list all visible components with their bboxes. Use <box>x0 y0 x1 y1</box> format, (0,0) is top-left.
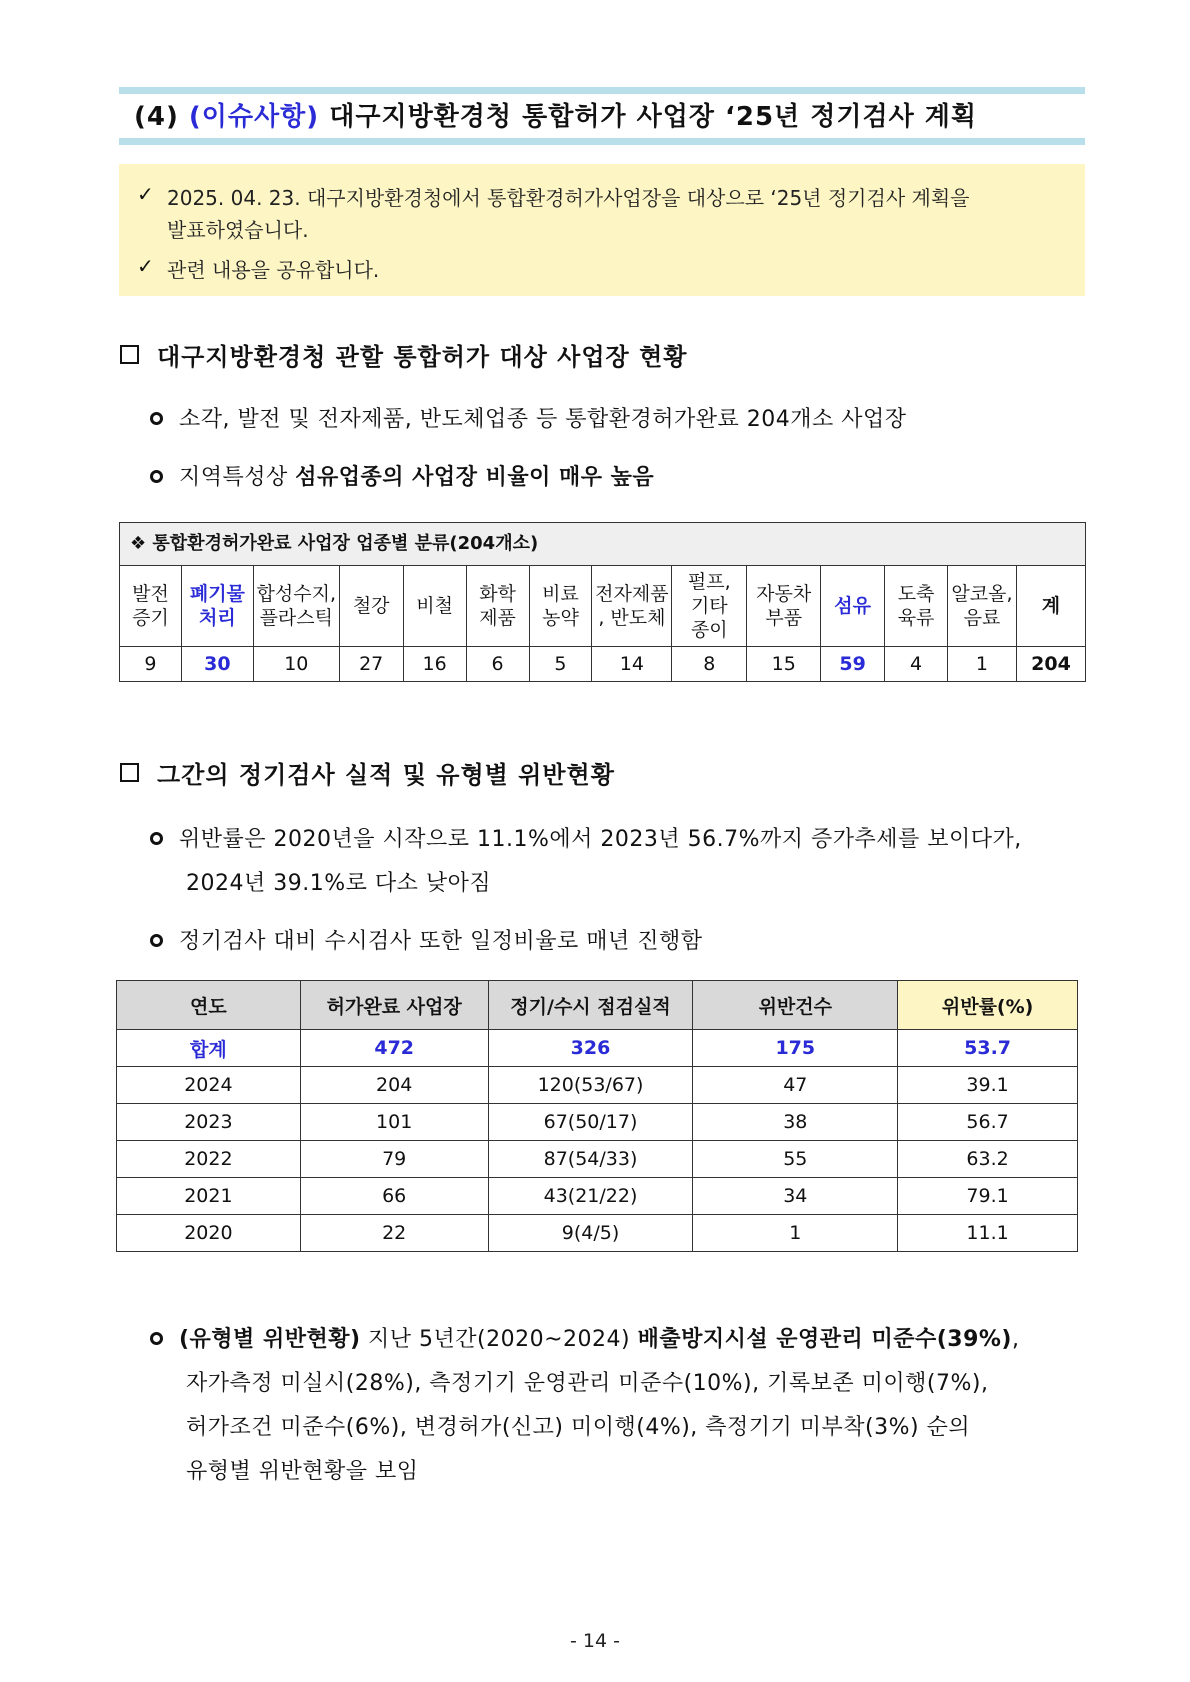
category-header-cell <box>1016 566 1085 647</box>
section-1-bullet-1: 소각, 발전 및 전자제품, 반도체업종 등 통합환경허가완료 204개소 사업장 <box>150 402 906 433</box>
category-value-cell: 6 <box>466 647 529 682</box>
category-header-line: 처리 <box>199 607 236 629</box>
title-band-top <box>119 87 1085 94</box>
category-value-cell: 30 <box>181 647 253 682</box>
notice-line-1b: 발표하였습니다. <box>167 218 309 242</box>
category-header-line: 펄프, <box>687 571 731 593</box>
section-1-bullet-2: 지역특성상 섬유업종의 사업장 비율이 매우 높음 <box>150 460 654 491</box>
category-header-line: 농약 <box>542 607 579 629</box>
yearly-cell: 1 <box>693 1215 898 1252</box>
category-header-line: 화학 <box>479 583 516 605</box>
notice-box <box>119 164 1085 296</box>
circle-bullet-icon <box>150 470 163 483</box>
table-row <box>117 1178 1078 1215</box>
category-header-line: 종이 <box>690 619 728 641</box>
category-header-cell <box>403 566 466 647</box>
category-value-cell: 59 <box>821 647 885 682</box>
category-header-line: 합성수지, <box>256 583 337 605</box>
category-header-line: 플라스틱 <box>259 607 333 629</box>
section-2-title: 그간의 정기검사 실적 및 유형별 위반현황 <box>120 755 615 790</box>
category-header-row <box>120 566 1086 647</box>
title-band-bottom <box>119 138 1085 145</box>
yearly-cell: 2023 <box>117 1104 301 1141</box>
category-header-line: 제품 <box>479 607 516 629</box>
check-icon: ✓ <box>137 254 154 278</box>
category-header-line: 육류 <box>897 607 935 629</box>
category-header-line: 폐기물 <box>189 583 245 605</box>
table-row <box>117 1141 1078 1178</box>
yearly-cell: 22 <box>300 1215 488 1252</box>
category-header-line: 부품 <box>765 607 803 629</box>
yearly-total-cell: 326 <box>488 1030 693 1067</box>
yearly-cell: 101 <box>300 1104 488 1141</box>
yearly-cell: 2024 <box>117 1067 301 1104</box>
circle-bullet-icon <box>150 832 163 845</box>
section-2-bullet-2: 정기검사 대비 수시검사 또한 일정비율로 매년 진행함 <box>150 924 703 955</box>
yearly-cell: 55 <box>693 1141 898 1178</box>
section-1-title: 대구지방환경청 관할 통합허가 대상 사업장 현황 <box>120 337 687 372</box>
notice-line-2: 관련 내용을 공유합니다. <box>167 258 380 282</box>
yearly-header-row <box>117 981 1078 1030</box>
category-value-row <box>120 647 1086 682</box>
yearly-total-cell: 175 <box>693 1030 898 1067</box>
category-header-line: 섬유 <box>834 595 871 617</box>
circle-bullet-icon <box>150 934 163 947</box>
category-value-cell: 9 <box>120 647 182 682</box>
category-header-cell <box>253 566 339 647</box>
yearly-inspection-table <box>116 980 1078 1252</box>
yearly-cell: 56.7 <box>898 1104 1078 1141</box>
category-header-cell <box>529 566 592 647</box>
yearly-header-cell: 위반건수 <box>693 981 898 1030</box>
violations-line-3: 허가조건 미준수(6%), 변경허가(신고) 미이행(4%), 측정기기 미부착(3%) 순의 <box>186 1415 971 1440</box>
check-icon: ✓ <box>137 182 154 206</box>
category-header-line: 철강 <box>352 595 390 617</box>
category-header-line: 전자제품 <box>595 583 669 605</box>
category-table <box>119 522 1086 682</box>
category-header-cell <box>948 566 1017 647</box>
category-header-line: 비철 <box>416 595 453 617</box>
yearly-cell: 120(53/67) <box>488 1067 693 1104</box>
violations-line-4: 유형별 위반현황을 보임 <box>186 1459 419 1484</box>
category-header-line: 자동차 <box>756 583 812 605</box>
category-header-line: 비료 <box>542 583 579 605</box>
category-value-cell: 14 <box>592 647 672 682</box>
yearly-cell: 9(4/5) <box>488 1215 693 1252</box>
category-header-cell <box>339 566 403 647</box>
category-header-line: , 반도체 <box>598 607 666 629</box>
yearly-cell: 38 <box>693 1104 898 1141</box>
category-header-line: 발전 <box>132 583 169 605</box>
category-header-line: 증기 <box>132 607 169 629</box>
yearly-cell: 11.1 <box>898 1215 1078 1252</box>
circle-bullet-icon <box>150 1332 163 1345</box>
table-row <box>117 1067 1078 1104</box>
category-value-cell: 15 <box>747 647 821 682</box>
violations-line-1: (유형별 위반현황) 지난 5년간(2020~2024) 배출방지시설 운영관리 미준수(39%), <box>150 1322 1019 1353</box>
yearly-header-cell: 위반률(%) <box>898 981 1078 1030</box>
category-value-cell: 8 <box>672 647 747 682</box>
title-number: (4) <box>134 102 179 132</box>
category-header-cell <box>120 566 182 647</box>
category-header-cell <box>747 566 821 647</box>
category-header-cell <box>181 566 253 647</box>
page-title <box>134 96 1074 136</box>
table-row <box>117 1215 1078 1252</box>
category-header-line: 기타 <box>690 595 728 617</box>
yearly-cell: 43(21/22) <box>488 1178 693 1215</box>
category-header-cell <box>885 566 948 647</box>
title-text: 대구지방환경청 통합허가 사업장 ‘25년 정기검사 계획 <box>329 102 977 132</box>
circle-bullet-icon <box>150 412 163 425</box>
yearly-total-cell: 472 <box>300 1030 488 1067</box>
yearly-header-cell: 허가완료 사업장 <box>300 981 488 1030</box>
category-value-cell: 4 <box>885 647 948 682</box>
category-header-cell <box>672 566 747 647</box>
category-value-cell: 5 <box>529 647 592 682</box>
square-bullet-icon <box>120 763 139 782</box>
yearly-cell: 39.1 <box>898 1067 1078 1104</box>
category-table-caption: ❖ 통합환경허가완료 사업장 업종별 분류(204개소) <box>120 523 1086 566</box>
yearly-total-cell: 53.7 <box>898 1030 1078 1067</box>
yearly-total-row <box>117 1030 1078 1067</box>
yearly-cell: 2021 <box>117 1178 301 1215</box>
yearly-cell: 204 <box>300 1067 488 1104</box>
yearly-cell: 79 <box>300 1141 488 1178</box>
yearly-cell: 2022 <box>117 1141 301 1178</box>
yearly-cell: 79.1 <box>898 1178 1078 1215</box>
yearly-cell: 66 <box>300 1178 488 1215</box>
category-value-cell: 27 <box>339 647 403 682</box>
yearly-cell: 47 <box>693 1067 898 1104</box>
category-value-cell: 204 <box>1016 647 1085 682</box>
page-number: - 14 - <box>570 1630 620 1652</box>
yearly-cell: 67(50/17) <box>488 1104 693 1141</box>
category-header-line: 음료 <box>963 607 1001 629</box>
category-header-cell <box>821 566 885 647</box>
notice-line-1: 2025. 04. 23. 대구지방환경청에서 통합환경허가사업장을 대상으로 ‘25년 정기검사 계획을 <box>167 186 970 210</box>
yearly-cell: 87(54/33) <box>488 1141 693 1178</box>
square-bullet-icon <box>120 345 139 364</box>
yearly-cell: 34 <box>693 1178 898 1215</box>
yearly-cell: 2020 <box>117 1215 301 1252</box>
category-header-line: 계 <box>1041 595 1061 617</box>
category-header-line: 알코올, <box>951 583 1013 605</box>
category-header-cell <box>466 566 529 647</box>
yearly-cell: 63.2 <box>898 1141 1078 1178</box>
category-value-cell: 16 <box>403 647 466 682</box>
violations-line-2: 자가측정 미실시(28%), 측정기기 운영관리 미준수(10%), 기록보존 미이행(7%), <box>186 1371 989 1396</box>
category-value-cell: 1 <box>948 647 1017 682</box>
table-row <box>117 1104 1078 1141</box>
category-header-cell <box>592 566 672 647</box>
category-value-cell: 10 <box>253 647 339 682</box>
yearly-total-cell: 합계 <box>117 1030 301 1067</box>
yearly-header-cell: 연도 <box>117 981 301 1030</box>
category-header-line: 도축 <box>897 583 935 605</box>
yearly-header-cell: 정기/수시 점검실적 <box>488 981 693 1030</box>
section-2-bullet-1: 위반률은 2020년을 시작으로 11.1%에서 2023년 56.7%까지 증가추세를 보이다가, <box>150 822 1080 853</box>
title-issue-tag: (이슈사항) <box>188 102 320 132</box>
section-2-bullet-1-cont: 2024년 39.1%로 다소 낮아짐 <box>186 871 492 896</box>
